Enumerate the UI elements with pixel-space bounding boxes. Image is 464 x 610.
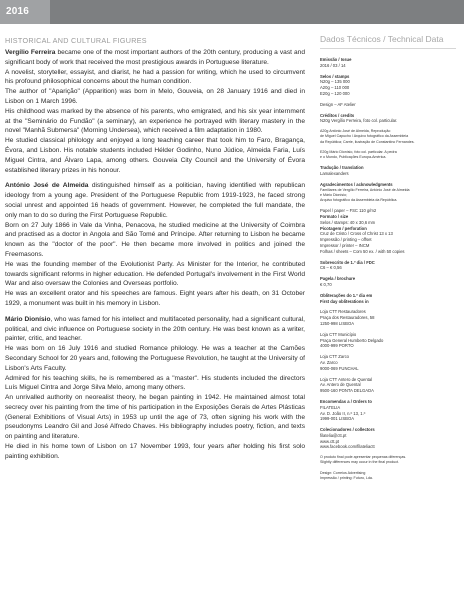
paragraph: He was the founding member of the Evolutionist Party. As Minister for the Interior, he contributed towards significant reforms in higher education. He defended Portugal's involvement in the First World War and also oversaw the Colonies and Overseas portfolio. xyxy=(5,260,305,288)
technical-data-line: e Mário Dionísio; xyxy=(320,192,347,197)
paragraph: He died in his home town of Lisbon on 17 November 1993, four years after holding his first solo painting exhibition. xyxy=(5,443,305,460)
technical-data-block xyxy=(320,113,456,125)
technical-data-line: de Miguel Capucho / Arquivo fotográfico da Assembleia xyxy=(320,134,409,139)
technical-data-line: filatelia@ctt.pt xyxy=(320,432,347,438)
technical-data-line: Design – AF Atelier xyxy=(320,101,356,107)
technical-data-title: Dados Técnicos / Technical Data xyxy=(320,34,456,49)
technical-data-block xyxy=(320,129,456,145)
technical-data-line: 1999-001 LISBOA xyxy=(320,416,354,422)
technical-data-line: Praça General Humberto Delgado xyxy=(320,337,384,343)
technical-data-line: Papel / paper – FSC 110 g/m2 xyxy=(320,208,377,214)
technical-data-line: Sobrescrito de 1.º dia / FDC xyxy=(320,259,375,265)
technical-data-block xyxy=(320,182,456,203)
technical-data-block xyxy=(320,150,456,160)
technical-data-line: e o Mundo, Publicações Europa-América. xyxy=(320,154,387,159)
technical-data-line: Loja CTT Zarco xyxy=(320,354,350,360)
paragraph: He was born on 16 July 1916 and studied Romance philology. He was a teacher at the Camões Secondary School for 20 years and, following the Portuguese Revolution, he taught at the University of Lisbon's Arts Faculty. xyxy=(5,345,305,372)
technical-data-line: Lamalexanders xyxy=(320,170,349,176)
technical-data-line: Selos / stamps xyxy=(320,73,350,79)
technical-data-line: C6 – € 0,56 xyxy=(320,265,342,271)
paragraph: His childhood was marked by the absence of his parents, who emigrated, and his six year internment at the "Seminário do Fundão" (a seminary), an experience he portrayed with literary mastery in the novel "Manhã Submersa" (Morning Undersea), which received a film adaptation in 1980. xyxy=(5,107,305,135)
technical-data-line: Folhas / sheets – Com 50 ex. / with 50 copies xyxy=(320,248,405,254)
person-name: Vergílio Ferreira xyxy=(5,49,56,56)
technical-data-block xyxy=(320,427,456,450)
technical-data-line: Slightly differences may occur in the final product. xyxy=(320,460,400,465)
technical-data-block xyxy=(320,455,456,465)
technical-data-block xyxy=(320,165,456,177)
technical-data-line: FILATELIA xyxy=(320,404,341,410)
technical-data-line: Loja CTT Antero de Quental xyxy=(320,376,373,382)
person-name: António José de Almeida xyxy=(5,182,89,190)
technical-data-line: Impressor / printer – INCM xyxy=(320,242,370,248)
technical-data-line: A20g – 110 000 xyxy=(320,85,350,91)
technical-data-line: da República; Carrie, ilustração de Constantino Fernandes. xyxy=(320,139,415,144)
technical-data-line: Loja CTT Município xyxy=(320,331,357,337)
technical-data-line: Av. D. João II, n.º 13, 1.º xyxy=(320,410,366,416)
technical-data-block xyxy=(320,276,456,288)
paragraph: He studied classical philology and enjoyed a long teaching career that took him to Faro, Bragança, Évora, and Lisbon. His notable students included Hélder Godinho, Nuno Júdice, Almeida Faria, Luís Miguel Cintra, and Álvaro Lapa, among others. Gouveia City Council and the University of Évora established literary prizes in his honour. xyxy=(5,137,305,174)
technical-data-line: Créditos / credits xyxy=(320,112,355,118)
technical-data-block xyxy=(320,332,456,349)
technical-data-line: 9500-160 PONTA DELGADA xyxy=(320,388,374,394)
technical-data-line: E20g – 120 000 xyxy=(320,90,350,96)
technical-data-block xyxy=(320,377,456,394)
paragraph: A novelist, storyteller, essayist, and diarist, he had a passion for writing, which he used to circumvent his profound philosophical concerns about the human condition. xyxy=(5,68,305,86)
technical-data-line: Picotagem / perforation xyxy=(320,225,367,231)
technical-data-line: Tradução / translation xyxy=(320,165,364,171)
technical-data-line: 2016 / 03 / 14 xyxy=(320,62,346,68)
technical-data-line: Obliterações do 1.º dia em xyxy=(320,292,373,298)
technical-data-list xyxy=(320,57,456,481)
technical-data-line: Cruz de Cristo / Cross of Christ 13 x 13 xyxy=(320,231,393,237)
technical-data-column xyxy=(320,34,456,486)
technical-data-block xyxy=(320,57,456,69)
technical-data-line: Colecionadores / collectors xyxy=(320,427,375,433)
technical-data-block xyxy=(320,208,456,254)
person-name: Mário Dionísio xyxy=(5,315,51,323)
technical-data-line: Av. Zarco xyxy=(320,359,338,365)
technical-data-line: Agradecimentos / acknowledgments xyxy=(320,181,393,187)
technical-data-block xyxy=(320,471,456,481)
technical-data-line: € 0,70 xyxy=(320,281,332,287)
paragraph: He was an excellent orator and his speeches are famous. Eight years after his death, on 31 October 1929, a monument was built in his memory in Lisbon. xyxy=(5,290,305,307)
paragraph: An unrivalled authority on neorealist theory, he began painting in 1942. He maintained almost total secrecy over his painting from the time of his participation in the Exposições Gerais de Artes Plásticas (General Exhibitions of Visual Arts) in 1953 up until the age of 73, often signing his work with the pseudonyms Leandro Gil and José Alfredo Chaves. His bibliography includes poetry, fiction, and texts on painting and literature. xyxy=(5,394,305,441)
paragraph: António José de Almeida distinguished himself as a politician, having identified with republican ideology from a young age. President of the Portuguese Republic from 1919-1923, he faced strong social unrest and appointed 16 heads of government. However, he completed the full mandate, the only man to do so during the First Portuguese Republic. xyxy=(5,182,305,219)
technical-data-line: Arquivo fotográfico da Assembleia da República. xyxy=(320,197,398,202)
technical-data-line: Pagela / brochure xyxy=(320,276,356,282)
technical-data-line: Emissão / Issue xyxy=(320,57,352,62)
technical-data-block xyxy=(320,102,456,108)
technical-data-line: 4000-999 PORTO xyxy=(320,343,354,349)
paragraph: Born on 27 July 1866 in Vale da Vinha, Penacova, he studied medicine at the University of Coimbra and practised as a doctor in Angola and São Tomé and Príncipe. After returning to Lisbon he became known as the "doctor of the poor". He then became more involved in politics and joined the Freemasons. xyxy=(5,221,305,258)
section-title: HISTORICAL AND CULTURAL FIGURES xyxy=(5,36,147,45)
technical-data-line: Praça dos Restauradores, 58 xyxy=(320,315,375,321)
technical-data-line: www.facebook.com/filateliactt xyxy=(320,444,375,450)
technical-data-block xyxy=(320,309,456,326)
paragraph: Vergílio Ferreira became one of the most important authors of the 20th century, producing a vast and significant body of work that received the most prestigious awards in Portuguese literature. xyxy=(5,49,305,66)
technical-data-line: 9000-069 FUNCHAL xyxy=(320,365,359,371)
technical-data-block xyxy=(320,293,456,305)
technical-data-line: N20g – 135 000 xyxy=(320,79,350,85)
technical-data-line: Familiares de Vergílio Ferreira, António José de Almeida xyxy=(320,187,410,192)
main-text-column xyxy=(5,36,305,462)
technical-data-line: 1250-998 LISBOA xyxy=(320,320,354,326)
technical-data-line: Selos / stamps: 40 x 30,6 mm xyxy=(320,219,376,225)
header-bar xyxy=(0,0,464,24)
technical-data-block xyxy=(320,354,456,371)
issue-year: 2016 xyxy=(6,6,30,17)
technical-data-line: www.ctt.pt xyxy=(320,438,340,444)
technical-data-line: N20g Vergílio Ferreira, foto col. particular. xyxy=(320,118,398,124)
paragraph: The author of "Aparição" (Apparition) was born in Melo, Gouveia, on 28 January 1916 and died in Lisbon on 1 March 1996. xyxy=(5,88,305,105)
technical-data-line: Impressão / printing – offset xyxy=(320,237,372,243)
technical-data-block xyxy=(320,260,456,272)
technical-data-line: Loja CTT Restauradores xyxy=(320,309,366,315)
technical-data-line: A20g António José de Almeida, Reprodução xyxy=(320,129,391,134)
technical-data-block xyxy=(320,399,456,422)
technical-data-line: E20g Mário Dionísio, foto col. particular. A pedra xyxy=(320,149,397,154)
technical-data-line: Encomendas a / Orders to xyxy=(320,398,372,404)
technical-data-line: First day obliterations in xyxy=(320,298,369,304)
technical-data-line: Design: Correios Advertising xyxy=(320,470,366,475)
technical-data-line: Av. Antero de Quental xyxy=(320,382,361,388)
paragraph: Admired for his teaching skills, he is remembered as a "master". His students included the directors Luís Miguel Cintra and Jorge Silva Melo, among many others. xyxy=(5,374,305,392)
year-tab xyxy=(0,0,50,24)
technical-data-line: Impressão / printing: Futuro, Lda. xyxy=(320,475,373,480)
paragraph: Mário Dionísio, who was famed for his intellect and multifaceted personality, had a significant cultural, political, and civic influence on Portuguese society in the 20th century. He was best known as a writer, painter, critic, and teacher. xyxy=(5,315,305,343)
technical-data-block xyxy=(320,74,456,97)
technical-data-line: O produto final pode apresentar pequenas diferenças. xyxy=(320,455,407,460)
technical-data-line: Formato / size xyxy=(320,213,349,219)
